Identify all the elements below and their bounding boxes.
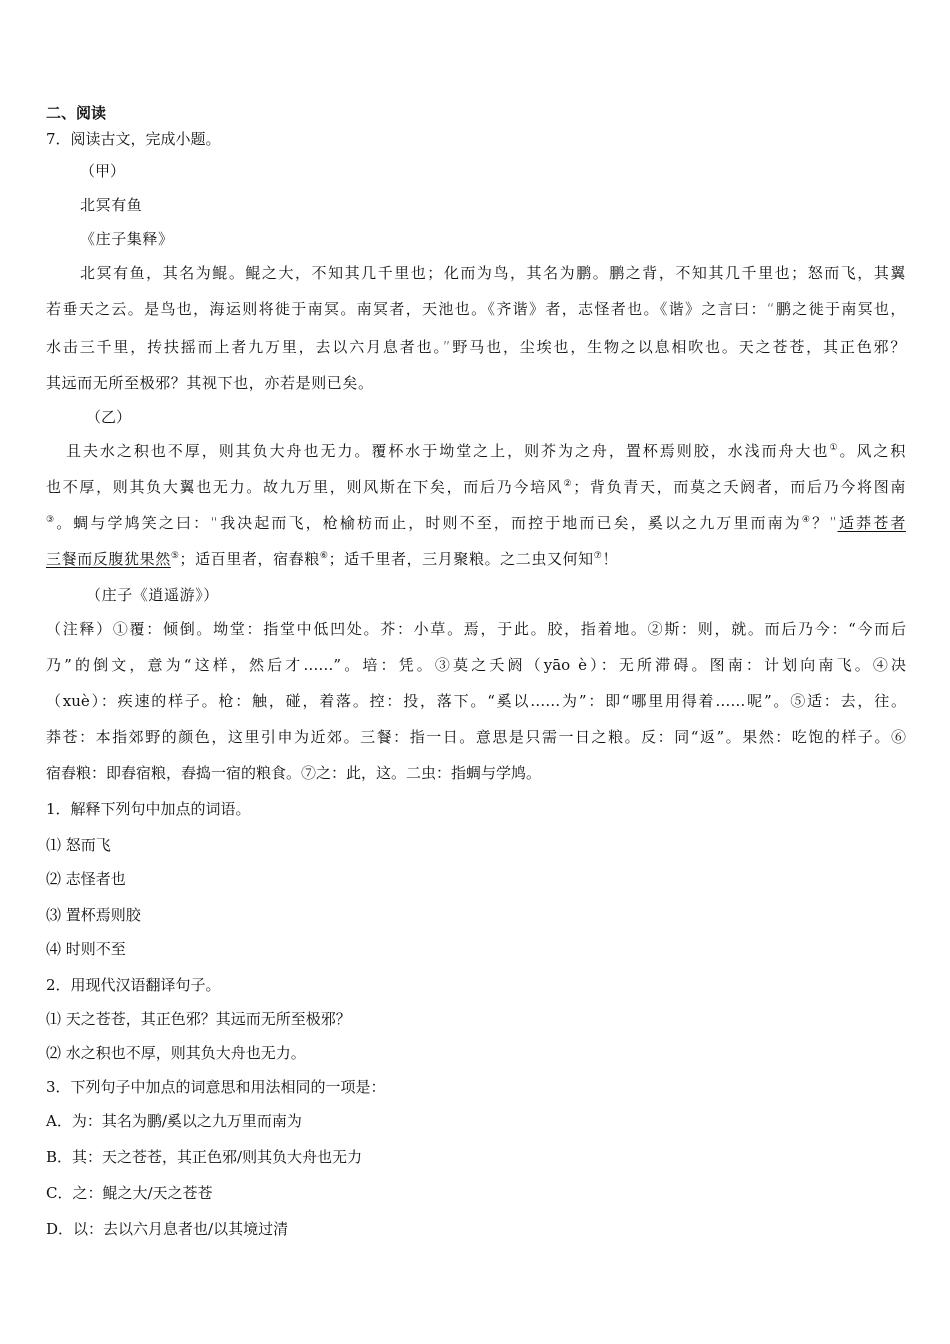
q1-title: 1．解释下列句中加点的词语。 — [46, 800, 251, 818]
yi-line-2-tail: ；背负青天，而莫之夭阏者，而后乃今将图南 — [573, 478, 906, 496]
q3-option-a: A．为：其名为鹏/奚以之九万里而南为 — [46, 1112, 302, 1130]
footnote-ref-5: ⑤ — [170, 551, 180, 561]
yi-line-2 — [46, 476, 906, 497]
jia-line-3: 水击三千里，抟扶摇而上者九万里，去以六月息者也。”野马也，尘埃也，生物之以息相吹也。天之苍苍，其正色邪？ — [46, 338, 906, 356]
notes-line-4: 莽苍：本指郊野的颜色，这里引申为近郊。三餐：指一日。意思是只需一日之粮。反：同“返”。果然：吃饱的样子。⑥ — [46, 728, 906, 746]
yi-line-4-tail: ！ — [602, 550, 619, 568]
q3-option-b: B．其：天之苍苍，其正色邪/则其负大舟也无力 — [46, 1148, 363, 1166]
q2-item-1: ⑴ 天之苍苍，其正色邪？其远而无所至极邪？ — [46, 1010, 351, 1028]
q1-item-1: ⑴ 怒而飞 — [46, 836, 111, 854]
footnote-ref-3: ③ — [46, 515, 57, 525]
section-title: 二、阅读 — [46, 104, 107, 122]
jia-line-2: 若垂天之云。是鸟也，海运则将徙于南冥。南冥者，天池也。《齐谐》者，志怪者也。《谐》之言曰：“鹏之徙于南冥也， — [46, 300, 906, 318]
q1-item-4: ⑷ 时则不至 — [46, 940, 126, 958]
underlined-sentence-part-1: 适莽苍者 — [837, 514, 906, 532]
jia-title: 北冥有鱼 — [80, 196, 143, 214]
notes-line-3: （xuè）：疾速的样子。枪：触，碰，着落。控：投，落下。“奚以……为”：即“哪里用得着……呢”。⑤适：去，往。 — [46, 692, 906, 710]
yi-line-4-text: ；适百里者，宿舂粮 — [179, 550, 320, 568]
question-intro: 7．阅读古文，完成小题。 — [46, 130, 221, 148]
jia-label: （甲） — [80, 162, 126, 180]
jia-source: 《庄子集释》 — [80, 230, 174, 248]
yi-line-3-mid: ？” — [812, 514, 838, 532]
footnote-ref-4: ④ — [801, 515, 813, 525]
yi-line-1-text: 且夫水之积也不厚，则其负大舟也无力。覆杯水于坳堂之上，则芥为之舟，置杯焉则胶，水浅而舟大也 — [66, 442, 830, 460]
yi-label: （乙） — [86, 408, 132, 426]
yi-source: （庄子《逍遥游》） — [86, 586, 219, 604]
yi-line-4-mid: ；适千里者，三月聚粮。之二虫又何知 — [328, 550, 594, 568]
yi-line-4 — [46, 548, 618, 569]
footnote-ref-7: ⑦ — [593, 551, 603, 561]
jia-line-4: 其远而无所至极邪？其视下也，亦若是则已矣。 — [46, 374, 374, 392]
q1-item-3: ⑶ 置杯焉则胶 — [46, 906, 141, 924]
yi-line-3 — [46, 512, 906, 533]
footnote-ref-2: ② — [563, 479, 574, 489]
q2-item-2: ⑵ 水之积也不厚，则其负大舟也无力。 — [46, 1044, 306, 1062]
underlined-sentence-part-2: 三餐而反腹犹果然 — [46, 550, 171, 568]
jia-line-1: 北冥有鱼，其名为鲲。鲲之大，不知其几千里也；化而为鸟，其名为鹏。鹏之背，不知其几千里也；怒而飞，其翼 — [80, 264, 906, 282]
q3-title: 3．下列句子中加点的词意思和用法相同的一项是： — [46, 1078, 386, 1096]
footnote-ref-1: ① — [829, 443, 840, 453]
q1-item-2: ⑵ 志怪者也 — [46, 870, 126, 888]
footnote-ref-6: ⑥ — [319, 551, 329, 561]
yi-line-2-text: 也不厚，则其负大翼也无力。故九万里，则风斯在下矣，而后乃今培风 — [46, 478, 564, 496]
yi-line-3-text: 。蜩与学鸠笑之曰：“我决起而飞，枪榆枋而止，时则不至，而控于地而已矣，奚以之九万里而南为 — [56, 514, 802, 532]
yi-line-1 — [66, 440, 906, 461]
notes-line-2: 乃”的倒文，意为“这样，然后才……”。培：凭。③莫之夭阏（yāo è）：无所滞碍。图南：计划向南飞。④决 — [46, 656, 906, 674]
q2-title: 2．用现代汉语翻译句子。 — [46, 976, 221, 994]
q3-option-d: D．以：去以六月息者也/以其境过清 — [46, 1220, 289, 1238]
q3-option-c: C．之：鲲之大/天之苍苍 — [46, 1184, 213, 1202]
notes-line-1: （注释）①覆：倾倒。坳堂：指堂中低凹处。芥：小草。焉，于此。胶，指着地。②斯：则，就。而后乃今：“今而后 — [46, 620, 906, 638]
notes-line-5: 宿舂粮：即舂宿粮，舂捣一宿的粮食。⑦之：此，这。二虫：指蜩与学鸠。 — [46, 764, 542, 782]
yi-line-1-tail: 。风之积 — [839, 442, 906, 460]
